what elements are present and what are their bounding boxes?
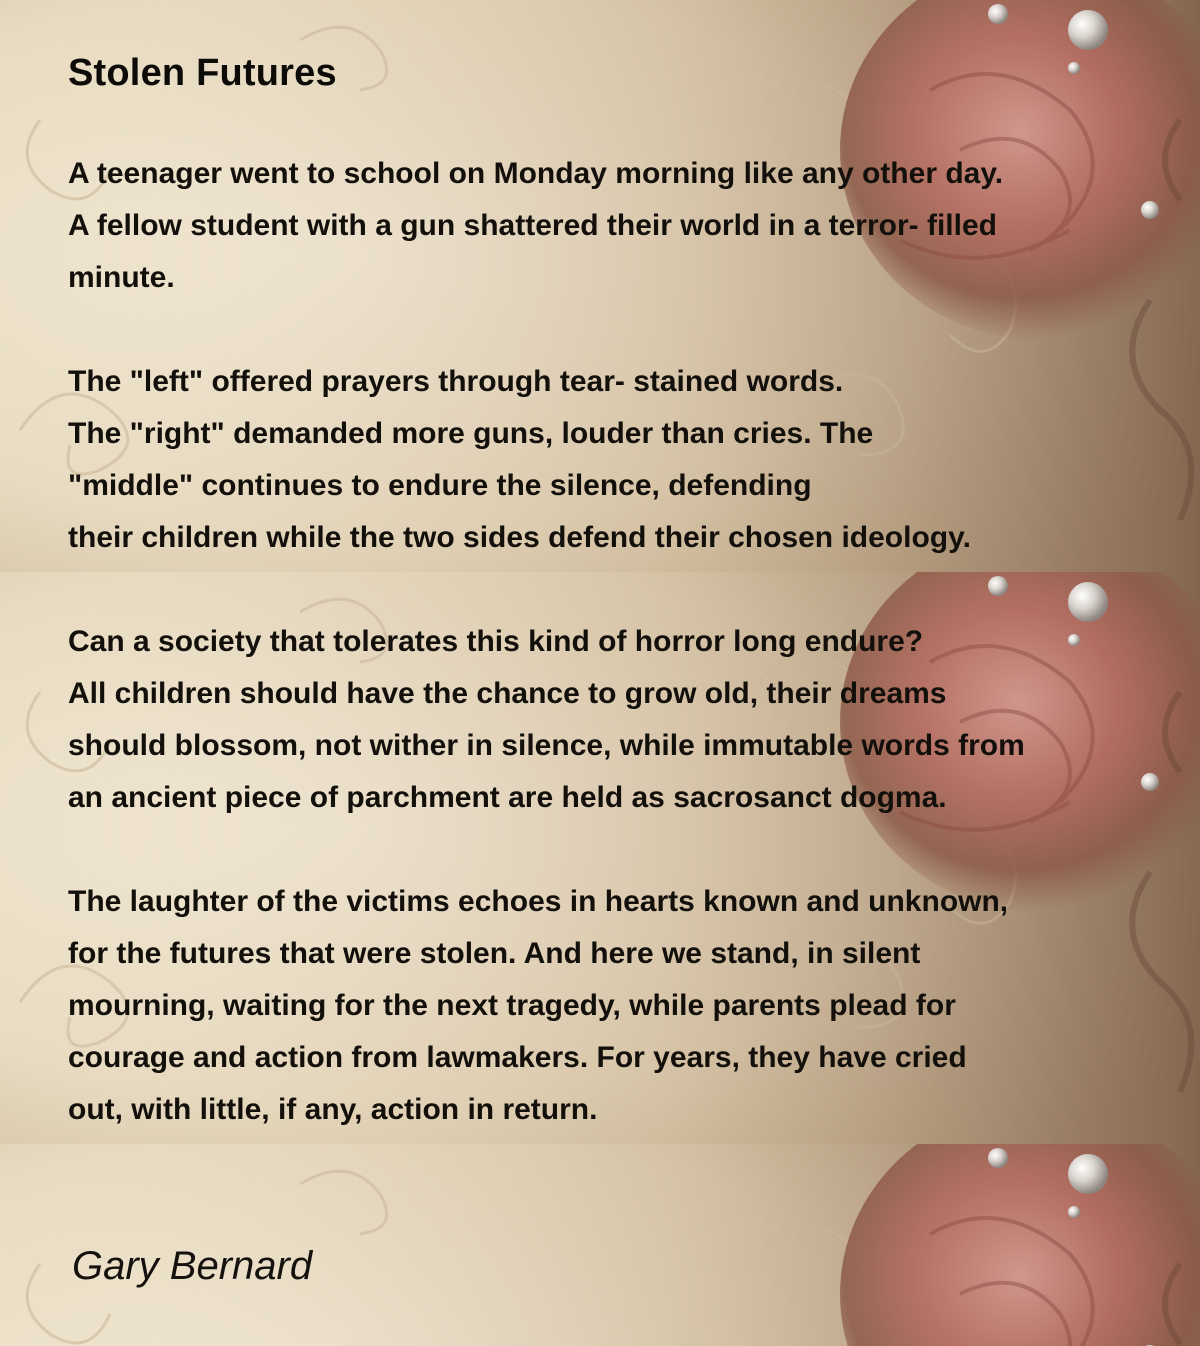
poem-line: A fellow student with a gun shattered their world in a terror- filled xyxy=(68,209,997,242)
poem-line: The "left" offered prayers through tear- stained words. xyxy=(68,365,844,398)
stanza-1 xyxy=(68,148,1128,304)
poem-line: courage and action from lawmakers. For years, they have cried xyxy=(68,1041,967,1074)
poem-line: minute. xyxy=(68,261,175,294)
stanza-4 xyxy=(68,876,1128,1136)
stanza-3 xyxy=(68,616,1128,824)
poem-line: The laughter of the victims echoes in hearts known and unknown, xyxy=(68,885,1009,918)
poem-line: should blossom, not wither in silence, while immutable words from xyxy=(68,729,1025,762)
stanza-2 xyxy=(68,356,1128,564)
poem-author: Gary Bernard xyxy=(72,1244,313,1288)
poem-title: Stolen Futures xyxy=(68,52,337,94)
poem-line: for the futures that were stolen. And here we stand, in silent xyxy=(68,937,921,970)
poem-line: The "right" demanded more guns, louder than cries. The xyxy=(68,417,874,450)
poem-line: A teenager went to school on Monday morning like any other day. xyxy=(68,157,1004,190)
poem-line: mourning, waiting for the next tragedy, while parents plead for xyxy=(68,989,956,1022)
poem-line: their children while the two sides defend their chosen ideology. xyxy=(68,521,971,554)
poem-line: Can a society that tolerates this kind of horror long endure? xyxy=(68,625,924,658)
poem-line: All children should have the chance to grow old, their dreams xyxy=(68,677,947,710)
poem-line: out, with little, if any, action in return. xyxy=(68,1093,598,1126)
poem-line: an ancient piece of parchment are held as sacrosanct dogma. xyxy=(68,781,947,814)
poem-body xyxy=(68,148,1128,1188)
poem-line: "middle" continues to endure the silence, defending xyxy=(68,469,812,502)
